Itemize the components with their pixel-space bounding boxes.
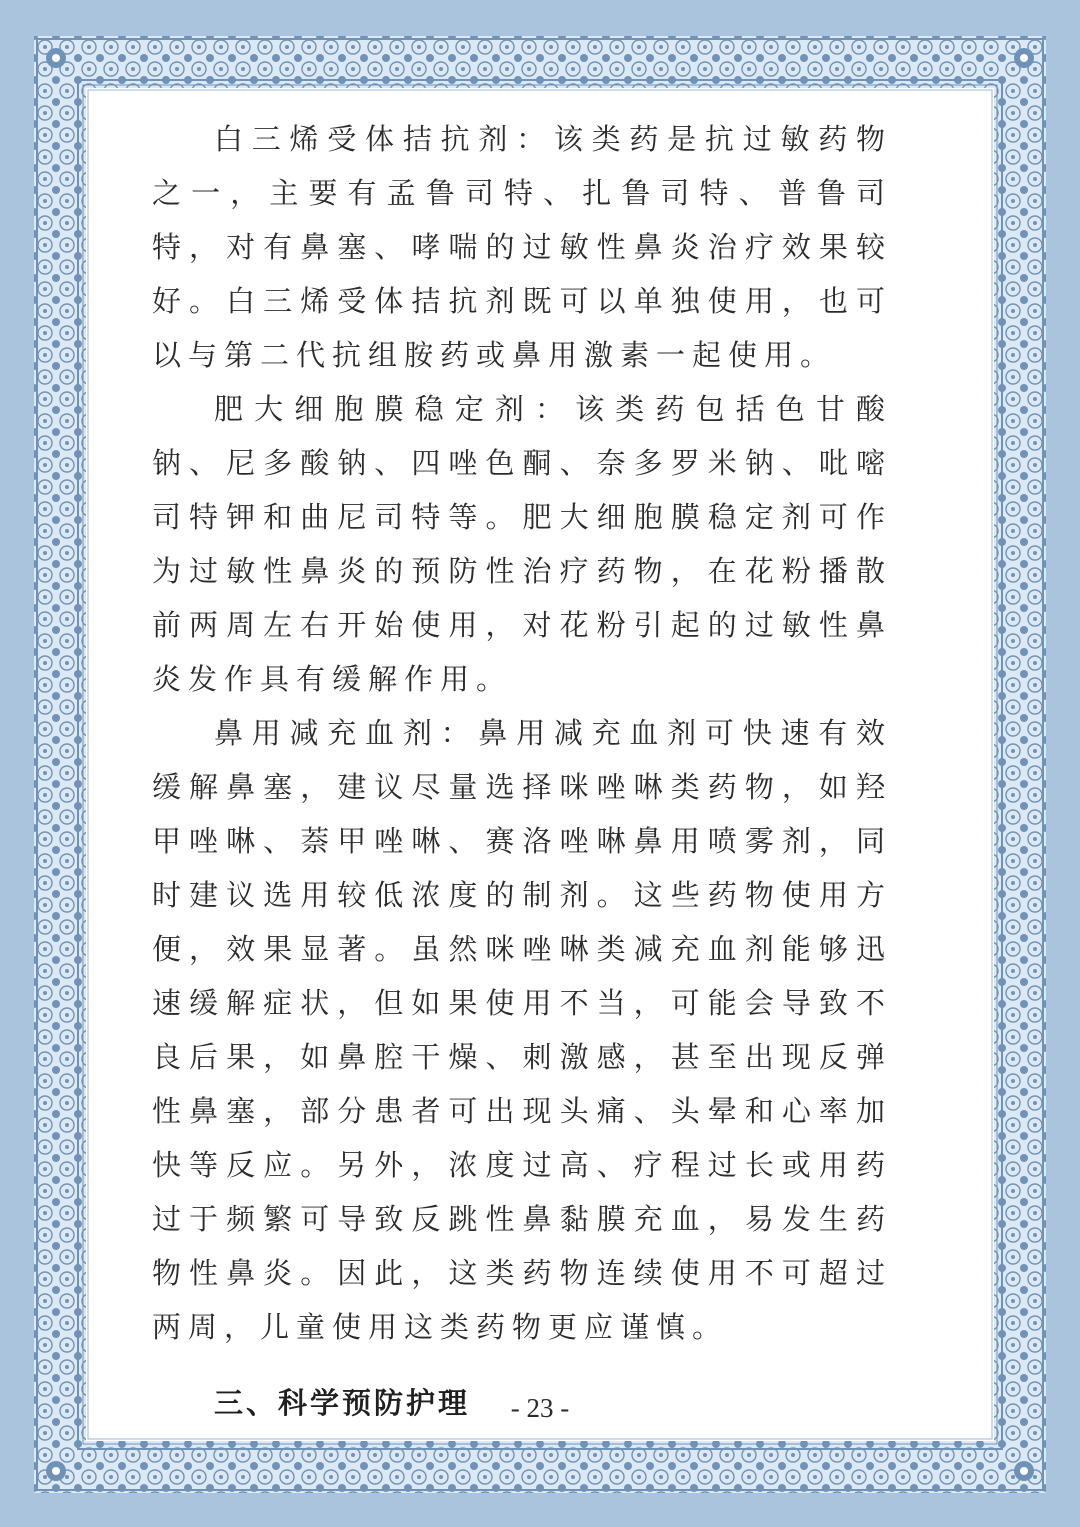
paragraph-mast-cell: 肥大细胞膜稳定剂：该类药包括色甘酸钠、尼多酸钠、四唑色酮、奈多罗米钠、吡嘧司特钾和曲尼司特等。肥大细胞膜稳定剂可作为过敏性鼻炎的预防性治疗药物，在花粉播散前两周左右开始使用，对花粉引起的过敏性鼻炎发作具有缓解作用。 (152, 392, 892, 696)
section-heading: 三、科学预防护理 (214, 1386, 471, 1420)
paragraph-leukotriene: 白三烯受体拮抗剂：该类药是抗过敏药物之一，主要有孟鲁司特、扎鲁司特、普鲁司特，对有鼻塞、哮喘的过敏性鼻炎治疗效果较好。白三烯受体拮抗剂既可以单独使用，也可以与第二代抗组胺药或鼻用激素一起使用。 (152, 122, 892, 372)
body-text (152, 112, 892, 1430)
page-number: - 23 - (510, 1393, 570, 1423)
paragraph-decongestant: 鼻用减充血剂：鼻用减充血剂可快速有效缓解鼻塞，建议尽量选择咪唑啉类药物，如羟甲唑啉、萘甲唑啉、赛洛唑啉鼻用喷雾剂，同时建议选用较低浓度的制剂。这些药物使用方便，效果显著。虽然咪唑啉类减充血剂能够迅速缓解症状，但如果使用不当，可能会导致不良后果，如鼻腔干燥、刺激感，甚至出现反弹性鼻塞，部分患者可出现头痛、头晕和心率加快等反应。另外，浓度过高、疗程过长或用药过于频繁可导致反跳性鼻黏膜充血，易发生药物性鼻炎。因此，这类药物连续使用不可超过两周，儿童使用这类药物更应谨慎。 (152, 716, 892, 1344)
